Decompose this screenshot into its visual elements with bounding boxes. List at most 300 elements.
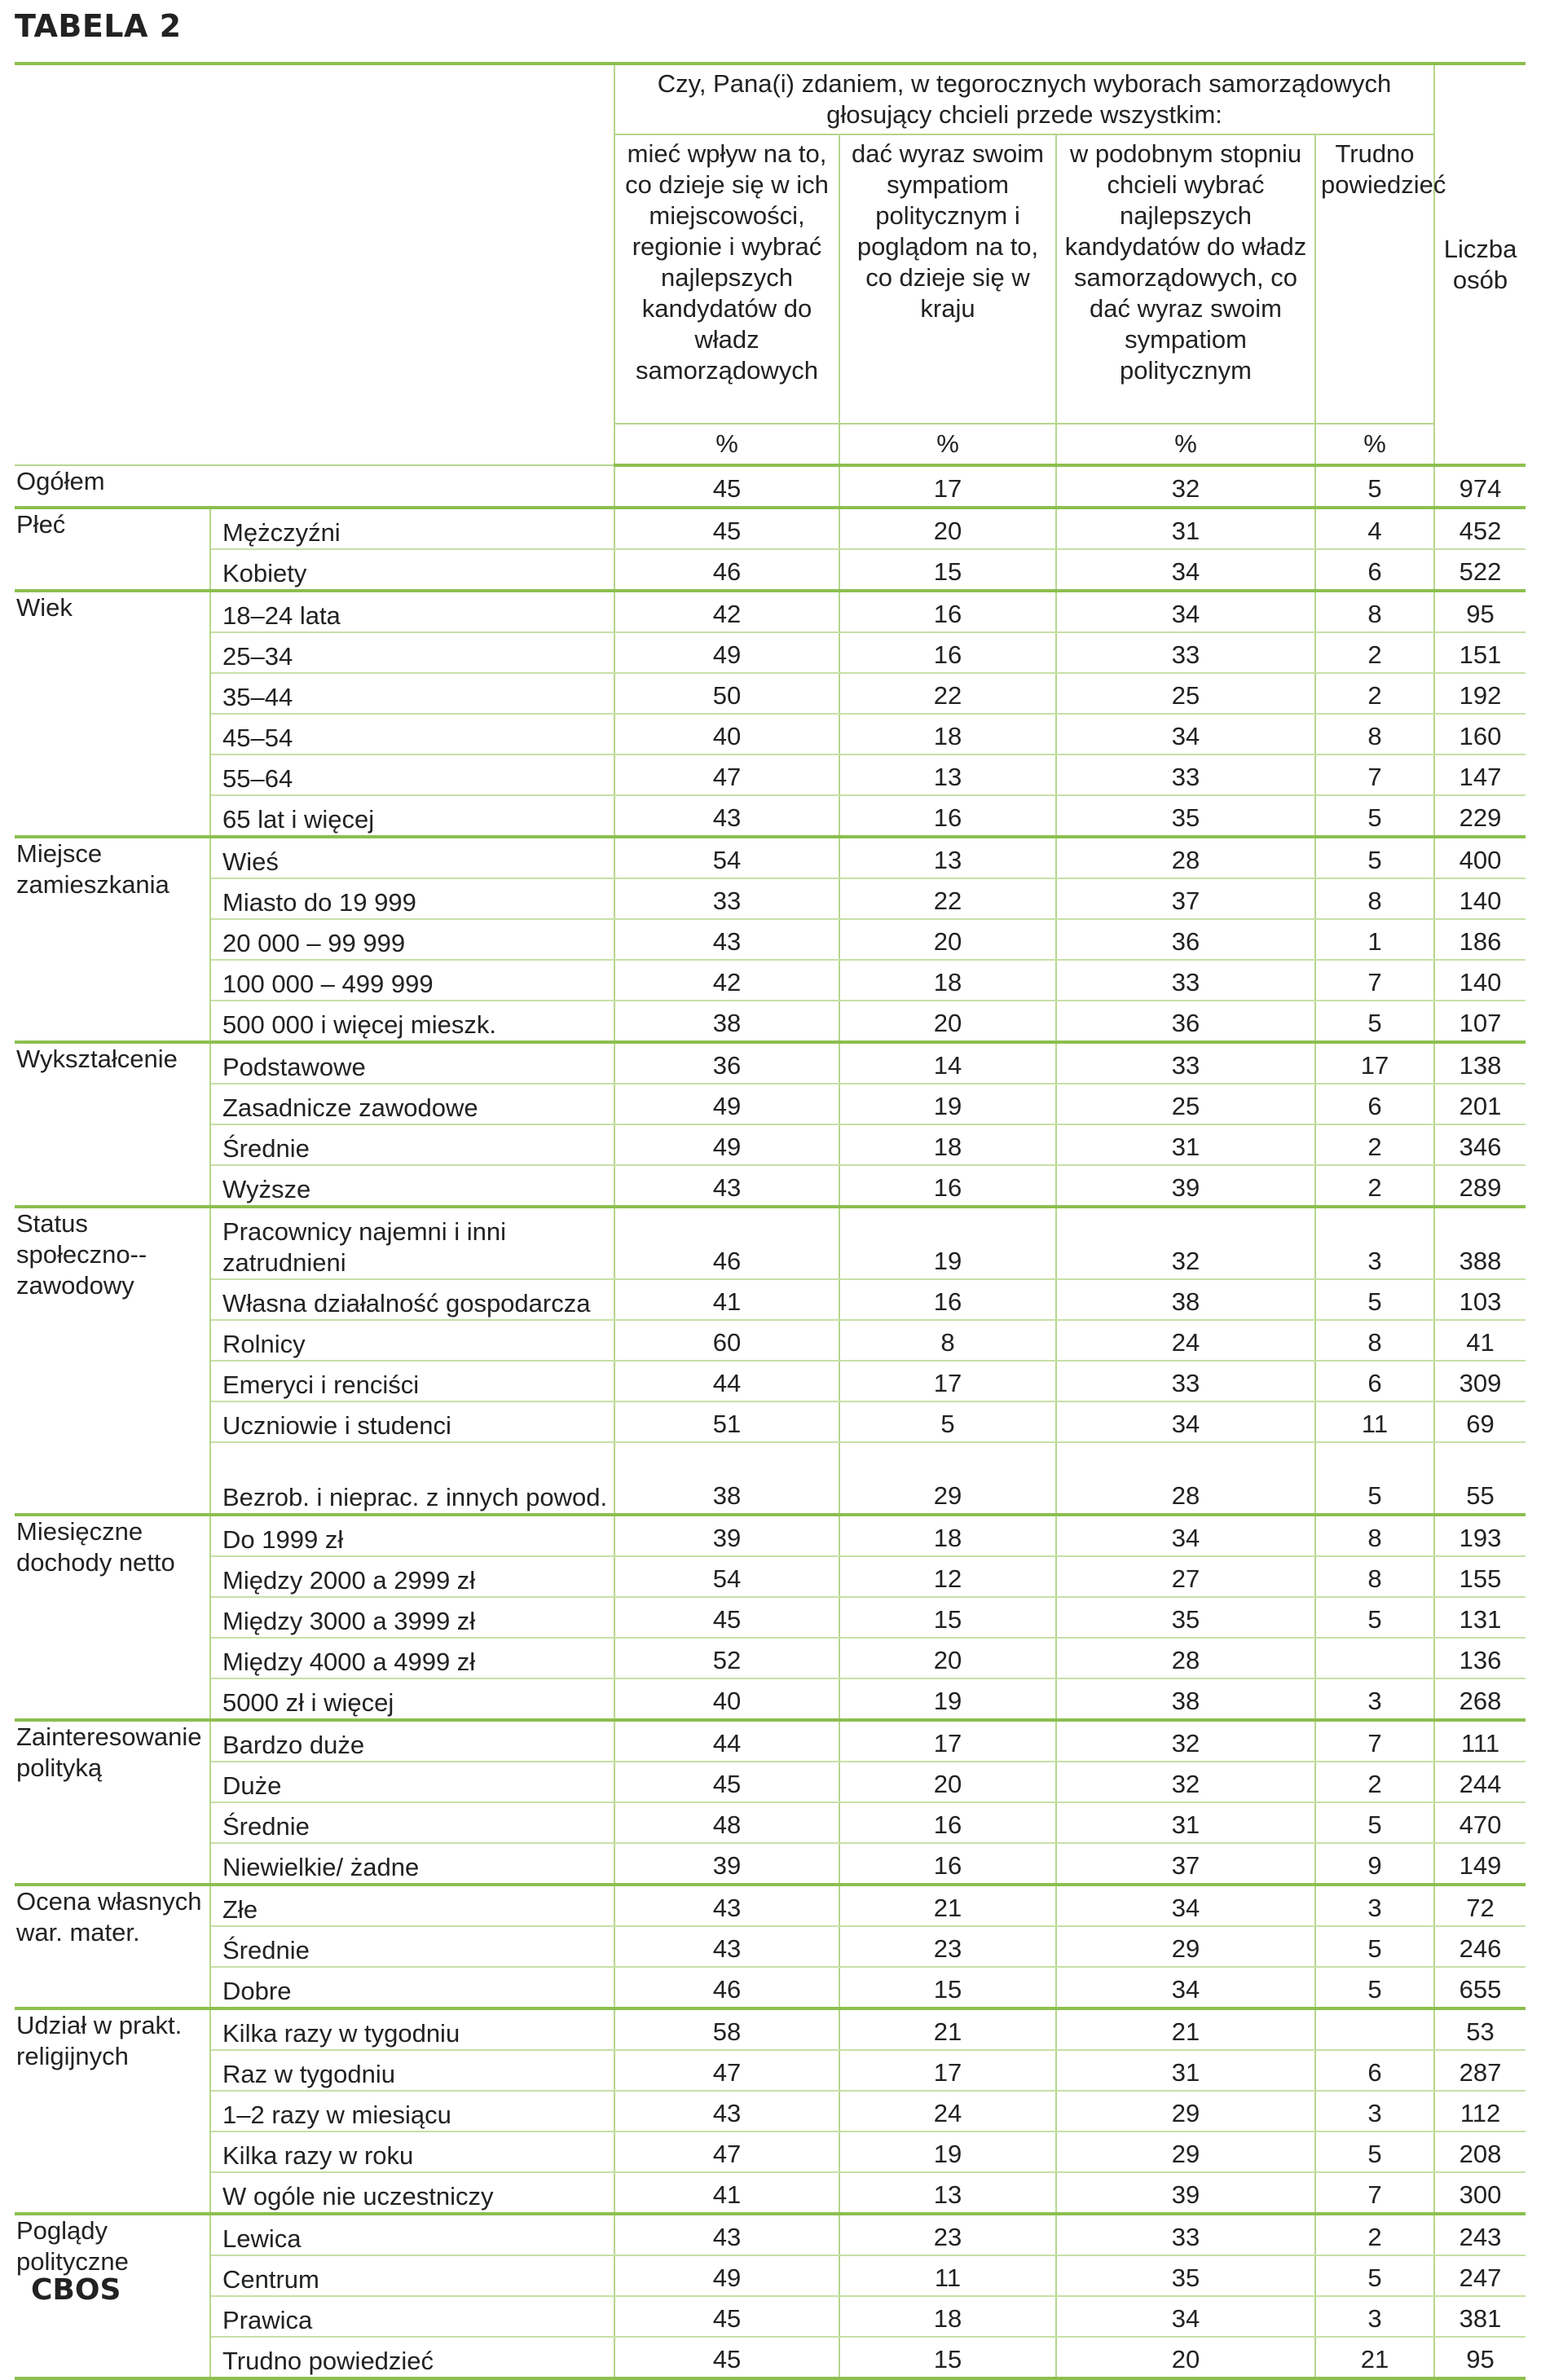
value-cell: 33	[1056, 632, 1315, 673]
source-logo: CBOS	[31, 2273, 121, 2307]
value-cell: 41	[614, 2172, 839, 2214]
value-cell: 2	[1315, 1762, 1434, 1802]
value-cell: 5	[1315, 837, 1434, 878]
value-cell: 16	[839, 591, 1056, 632]
value-cell: 15	[839, 1597, 1056, 1638]
value-cell: 28	[1056, 837, 1315, 878]
group-label: Miejsce zamieszkania	[15, 837, 210, 1042]
value-cell: 8	[1315, 1556, 1434, 1597]
header-blank-cell	[15, 64, 614, 465]
table-row-total	[15, 465, 1526, 508]
value-cell: 45	[614, 2337, 839, 2378]
row-label: Złe	[210, 1885, 614, 1926]
table-row	[15, 1361, 1526, 1401]
value-cell: 45	[614, 1597, 839, 1638]
value-cell: 5	[1315, 2131, 1434, 2172]
count-cell: 151	[1434, 632, 1526, 673]
row-label: W ogóle nie uczestniczy	[210, 2172, 614, 2214]
unit-header: %	[1056, 424, 1315, 465]
value-cell: 46	[614, 1207, 839, 1279]
value-cell: 29	[1056, 1926, 1315, 1967]
value-cell: 7	[1315, 960, 1434, 1001]
row-label: Dobre	[210, 1967, 614, 2008]
value-cell: 5	[1315, 1802, 1434, 1843]
count-cell: 388	[1434, 1207, 1526, 1279]
value-cell: 47	[614, 2050, 839, 2091]
value-cell: 16	[839, 1802, 1056, 1843]
value-cell: 17	[839, 1361, 1056, 1401]
table-row	[15, 1762, 1526, 1802]
column-header: mieć wpływ na to, co dzieje się w ich miejscowości, regionie i wybrać najlepszych kandydatów do władz samorządowych	[614, 134, 839, 424]
value-cell: 18	[839, 714, 1056, 754]
value-cell: 19	[839, 1207, 1056, 1279]
value-cell: 8	[1315, 1515, 1434, 1556]
table-row	[15, 1124, 1526, 1165]
value-cell: 25	[1056, 673, 1315, 714]
count-header: Liczba osób	[1434, 64, 1526, 465]
value-cell: 43	[614, 1165, 839, 1207]
count-cell: 69	[1434, 1401, 1526, 1442]
group-label: Status społeczno--zawodowy	[15, 1207, 210, 1515]
count-cell: 244	[1434, 1762, 1526, 1802]
value-cell: 54	[614, 1556, 839, 1597]
row-label: Uczniowie i studenci	[210, 1401, 614, 1442]
table-row	[15, 1515, 1526, 1556]
value-cell: 16	[839, 1165, 1056, 1207]
count-cell: 72	[1434, 1885, 1526, 1926]
value-cell: 46	[614, 1967, 839, 2008]
value-cell: 48	[614, 1802, 839, 1843]
value-cell: 58	[614, 2008, 839, 2050]
row-label: 500 000 i więcej mieszk.	[210, 1001, 614, 1042]
value-cell: 47	[614, 2131, 839, 2172]
value-cell: 50	[614, 673, 839, 714]
value-cell: 13	[839, 754, 1056, 795]
value-cell: 44	[614, 1720, 839, 1762]
value-cell: 8	[1315, 591, 1434, 632]
value-cell: 2	[1315, 632, 1434, 673]
row-label: Kilka razy w roku	[210, 2131, 614, 2172]
table-row	[15, 2008, 1526, 2050]
value-cell: 34	[1056, 1967, 1315, 2008]
value-cell: 16	[839, 795, 1056, 837]
value-cell: 43	[614, 2214, 839, 2255]
row-label: Zasadnicze zawodowe	[210, 1084, 614, 1124]
count-cell: 193	[1434, 1515, 1526, 1556]
value-cell: 5	[1315, 465, 1434, 508]
value-cell: 43	[614, 2091, 839, 2131]
value-cell: 32	[1056, 1762, 1315, 1802]
value-cell: 36	[1056, 919, 1315, 960]
value-cell: 5	[1315, 1597, 1434, 1638]
table-row	[15, 632, 1526, 673]
count-cell: 107	[1434, 1001, 1526, 1042]
table-row	[15, 2296, 1526, 2337]
table-row	[15, 1042, 1526, 1084]
table-row	[15, 1638, 1526, 1678]
table-row	[15, 795, 1526, 837]
value-cell: 11	[839, 2255, 1056, 2296]
value-cell: 7	[1315, 754, 1434, 795]
results-table	[15, 62, 1526, 2380]
column-header: Trudno powiedzieć	[1315, 134, 1434, 424]
count-cell: 140	[1434, 878, 1526, 919]
value-cell: 45	[614, 2296, 839, 2337]
value-cell: 21	[1056, 2008, 1315, 2050]
value-cell: 43	[614, 1885, 839, 1926]
count-cell: 136	[1434, 1638, 1526, 1678]
value-cell: 21	[1315, 2337, 1434, 2378]
table-row	[15, 1442, 1526, 1515]
value-cell: 29	[1056, 2131, 1315, 2172]
count-cell: 208	[1434, 2131, 1526, 2172]
value-cell: 2	[1315, 1124, 1434, 1165]
row-label: Między 3000 a 3999 zł	[210, 1597, 614, 1638]
value-cell: 6	[1315, 2050, 1434, 2091]
row-label: Kobiety	[210, 549, 614, 591]
group-label: Miesięczne dochody netto	[15, 1515, 210, 1720]
value-cell: 41	[614, 1279, 839, 1320]
count-cell: 131	[1434, 1597, 1526, 1638]
value-cell: 32	[1056, 1207, 1315, 1279]
table-title: TABELA 2	[15, 8, 182, 44]
count-cell: 201	[1434, 1084, 1526, 1124]
value-cell: 20	[839, 1638, 1056, 1678]
unit-header: %	[1315, 424, 1434, 465]
count-cell: 309	[1434, 1361, 1526, 1401]
value-cell: 21	[839, 1885, 1056, 1926]
value-cell: 44	[614, 1361, 839, 1401]
value-cell: 4	[1315, 508, 1434, 549]
count-cell: 186	[1434, 919, 1526, 960]
table-row	[15, 2131, 1526, 2172]
table-row	[15, 591, 1526, 632]
table-row	[15, 754, 1526, 795]
count-cell: 268	[1434, 1678, 1526, 1720]
value-cell: 16	[839, 632, 1056, 673]
group-label: Poglądy polityczne	[15, 2214, 210, 2378]
value-cell: 32	[1056, 465, 1315, 508]
row-label: Średnie	[210, 1926, 614, 1967]
count-cell: 55	[1434, 1442, 1526, 1515]
row-label: Średnie	[210, 1124, 614, 1165]
table-row	[15, 508, 1526, 549]
row-label: Mężczyźni	[210, 508, 614, 549]
column-header: dać wyraz swoim sympatiom politycznym i poglądom na to, co dzieje się w kraju	[839, 134, 1056, 424]
value-cell: 17	[1315, 1042, 1434, 1084]
value-cell: 16	[839, 1279, 1056, 1320]
row-label: Raz w tygodniu	[210, 2050, 614, 2091]
table-row	[15, 2050, 1526, 2091]
value-cell: 31	[1056, 2050, 1315, 2091]
count-cell: 289	[1434, 1165, 1526, 1207]
value-cell: 17	[839, 1720, 1056, 1762]
value-cell: 23	[839, 1926, 1056, 1967]
table-row	[15, 1926, 1526, 1967]
table-row	[15, 1678, 1526, 1720]
value-cell: 34	[1056, 714, 1315, 754]
value-cell: 47	[614, 754, 839, 795]
value-cell: 8	[1315, 714, 1434, 754]
count-cell: 522	[1434, 549, 1526, 591]
table-row	[15, 2172, 1526, 2214]
table-row	[15, 673, 1526, 714]
row-label: 20 000 – 99 999	[210, 919, 614, 960]
table-row	[15, 714, 1526, 754]
value-cell: 24	[839, 2091, 1056, 2131]
count-cell: 95	[1434, 591, 1526, 632]
unit-header: %	[839, 424, 1056, 465]
row-label: Emeryci i renciści	[210, 1361, 614, 1401]
row-label: Między 4000 a 4999 zł	[210, 1638, 614, 1678]
count-cell: 192	[1434, 673, 1526, 714]
value-cell: 35	[1056, 1597, 1315, 1638]
row-label: Własna działalność gospodarcza	[210, 1279, 614, 1320]
value-cell: 43	[614, 919, 839, 960]
value-cell: 5	[1315, 1967, 1434, 2008]
group-label: Płeć	[15, 508, 210, 591]
value-cell: 34	[1056, 1885, 1315, 1926]
value-cell: 17	[839, 465, 1056, 508]
group-label: Zainteresowanie polityką	[15, 1720, 210, 1885]
table-body	[15, 465, 1526, 2378]
count-cell: 103	[1434, 1279, 1526, 1320]
value-cell: 22	[839, 673, 1056, 714]
value-cell: 18	[839, 1515, 1056, 1556]
value-cell: 3	[1315, 1207, 1434, 1279]
count-cell: 147	[1434, 754, 1526, 795]
value-cell: 5	[1315, 1279, 1434, 1320]
value-cell: 33	[1056, 960, 1315, 1001]
value-cell: 5	[1315, 1926, 1434, 1967]
count-cell: 138	[1434, 1042, 1526, 1084]
count-cell: 655	[1434, 1967, 1526, 2008]
value-cell: 35	[1056, 2255, 1315, 2296]
table-row	[15, 837, 1526, 878]
table-row	[15, 1320, 1526, 1361]
count-cell: 95	[1434, 2337, 1526, 2378]
row-label: 5000 zł i więcej	[210, 1678, 614, 1720]
value-cell: 42	[614, 960, 839, 1001]
value-cell: 36	[1056, 1001, 1315, 1042]
row-label: Duże	[210, 1762, 614, 1802]
total-label: Ogółem	[15, 465, 614, 508]
value-cell: 43	[614, 795, 839, 837]
value-cell: 32	[1056, 1720, 1315, 1762]
value-cell: 43	[614, 1926, 839, 1967]
value-cell: 31	[1056, 508, 1315, 549]
value-cell: 45	[614, 465, 839, 508]
value-cell: 13	[839, 2172, 1056, 2214]
row-label: Między 2000 a 2999 zł	[210, 1556, 614, 1597]
row-label: Miasto do 19 999	[210, 878, 614, 919]
value-cell: 5	[1315, 1001, 1434, 1042]
value-cell: 15	[839, 1967, 1056, 2008]
table-row	[15, 2337, 1526, 2378]
value-cell: 15	[839, 549, 1056, 591]
row-label: 25–34	[210, 632, 614, 673]
count-cell: 974	[1434, 465, 1526, 508]
count-cell: 229	[1434, 795, 1526, 837]
value-cell: 40	[614, 1678, 839, 1720]
row-label: Do 1999 zł	[210, 1515, 614, 1556]
row-label: Lewica	[210, 2214, 614, 2255]
value-cell: 51	[614, 1401, 839, 1442]
count-cell: 160	[1434, 714, 1526, 754]
value-cell: 19	[839, 1678, 1056, 1720]
table-row	[15, 1597, 1526, 1638]
value-cell	[1315, 2008, 1434, 2050]
count-cell: 112	[1434, 2091, 1526, 2131]
value-cell: 33	[1056, 2214, 1315, 2255]
table-row	[15, 1556, 1526, 1597]
row-label: 55–64	[210, 754, 614, 795]
value-cell: 28	[1056, 1442, 1315, 1515]
value-cell: 34	[1056, 549, 1315, 591]
value-cell: 5	[839, 1401, 1056, 1442]
value-cell: 2	[1315, 1165, 1434, 1207]
value-cell: 24	[1056, 1320, 1315, 1361]
value-cell: 29	[1056, 2091, 1315, 2131]
value-cell: 33	[1056, 754, 1315, 795]
table-row	[15, 2214, 1526, 2255]
value-cell: 34	[1056, 1515, 1315, 1556]
value-cell: 3	[1315, 2296, 1434, 2337]
table-row	[15, 1401, 1526, 1442]
table-row	[15, 1967, 1526, 2008]
count-cell: 452	[1434, 508, 1526, 549]
count-cell: 140	[1434, 960, 1526, 1001]
table-row	[15, 1084, 1526, 1124]
value-cell: 15	[839, 2337, 1056, 2378]
value-cell: 54	[614, 837, 839, 878]
value-cell: 19	[839, 2131, 1056, 2172]
value-cell: 23	[839, 2214, 1056, 2255]
value-cell: 19	[839, 1084, 1056, 1124]
value-cell: 6	[1315, 1361, 1434, 1401]
value-cell: 2	[1315, 2214, 1434, 2255]
value-cell: 34	[1056, 591, 1315, 632]
value-cell: 38	[614, 1001, 839, 1042]
value-cell: 42	[614, 591, 839, 632]
value-cell: 20	[839, 508, 1056, 549]
table-row	[15, 1843, 1526, 1885]
count-cell: 155	[1434, 1556, 1526, 1597]
value-cell: 49	[614, 632, 839, 673]
value-cell: 39	[614, 1843, 839, 1885]
value-cell: 7	[1315, 2172, 1434, 2214]
table-row	[15, 1001, 1526, 1042]
value-cell: 8	[1315, 1320, 1434, 1361]
value-cell: 21	[839, 2008, 1056, 2050]
count-cell: 149	[1434, 1843, 1526, 1885]
value-cell: 40	[614, 714, 839, 754]
value-cell: 6	[1315, 1084, 1434, 1124]
value-cell: 12	[839, 1556, 1056, 1597]
table-row	[15, 1207, 1526, 1279]
row-label: Pracownicy najemni i inni zatrudnieni	[210, 1207, 614, 1279]
value-cell: 5	[1315, 795, 1434, 837]
value-cell: 14	[839, 1042, 1056, 1084]
value-cell: 1	[1315, 919, 1434, 960]
value-cell: 16	[839, 1843, 1056, 1885]
table-header	[15, 64, 1526, 465]
row-label: 65 lat i więcej	[210, 795, 614, 837]
table-row	[15, 1720, 1526, 1762]
count-cell: 53	[1434, 2008, 1526, 2050]
value-cell: 13	[839, 837, 1056, 878]
table-row	[15, 549, 1526, 591]
value-cell: 38	[614, 1442, 839, 1515]
value-cell: 6	[1315, 549, 1434, 591]
value-cell: 3	[1315, 1678, 1434, 1720]
value-cell: 39	[1056, 1165, 1315, 1207]
value-cell: 5	[1315, 2255, 1434, 2296]
value-cell: 22	[839, 878, 1056, 919]
row-label: 45–54	[210, 714, 614, 754]
table-row	[15, 1802, 1526, 1843]
row-label: Kilka razy w tygodniu	[210, 2008, 614, 2050]
value-cell: 28	[1056, 1638, 1315, 1678]
value-cell: 34	[1056, 2296, 1315, 2337]
table-row	[15, 2091, 1526, 2131]
count-cell: 246	[1434, 1926, 1526, 1967]
table-row	[15, 2255, 1526, 2296]
value-cell: 37	[1056, 878, 1315, 919]
value-cell: 11	[1315, 1401, 1434, 1442]
value-cell: 45	[614, 508, 839, 549]
value-cell: 49	[614, 1084, 839, 1124]
question-header: Czy, Pana(i) zdaniem, w tegorocznych wyborach samorządowych głosujący chcieli przede wszystkim:	[614, 64, 1434, 134]
row-label: Wieś	[210, 837, 614, 878]
value-cell: 33	[614, 878, 839, 919]
value-cell: 39	[1056, 2172, 1315, 2214]
value-cell: 5	[1315, 1442, 1434, 1515]
value-cell: 34	[1056, 1401, 1315, 1442]
value-cell: 35	[1056, 795, 1315, 837]
value-cell: 17	[839, 2050, 1056, 2091]
value-cell: 8	[1315, 878, 1434, 919]
value-cell: 31	[1056, 1124, 1315, 1165]
row-label: Prawica	[210, 2296, 614, 2337]
value-cell: 20	[839, 1762, 1056, 1802]
value-cell: 2	[1315, 673, 1434, 714]
value-cell: 37	[1056, 1843, 1315, 1885]
value-cell: 33	[1056, 1042, 1315, 1084]
group-label: Udział w prakt. religijnych	[15, 2008, 210, 2214]
count-cell: 243	[1434, 2214, 1526, 2255]
value-cell: 7	[1315, 1720, 1434, 1762]
value-cell: 38	[1056, 1678, 1315, 1720]
value-cell: 9	[1315, 1843, 1434, 1885]
value-cell: 36	[614, 1042, 839, 1084]
table-row	[15, 1279, 1526, 1320]
value-cell: 25	[1056, 1084, 1315, 1124]
count-cell: 346	[1434, 1124, 1526, 1165]
value-cell: 49	[614, 2255, 839, 2296]
count-cell: 400	[1434, 837, 1526, 878]
row-label: Średnie	[210, 1802, 614, 1843]
count-cell: 287	[1434, 2050, 1526, 2091]
row-label: 100 000 – 499 999	[210, 960, 614, 1001]
row-label: Bardzo duże	[210, 1720, 614, 1762]
row-label: Podstawowe	[210, 1042, 614, 1084]
value-cell: 18	[839, 1124, 1056, 1165]
count-cell: 111	[1434, 1720, 1526, 1762]
value-cell: 20	[1056, 2337, 1315, 2378]
value-cell: 49	[614, 1124, 839, 1165]
value-cell: 8	[839, 1320, 1056, 1361]
